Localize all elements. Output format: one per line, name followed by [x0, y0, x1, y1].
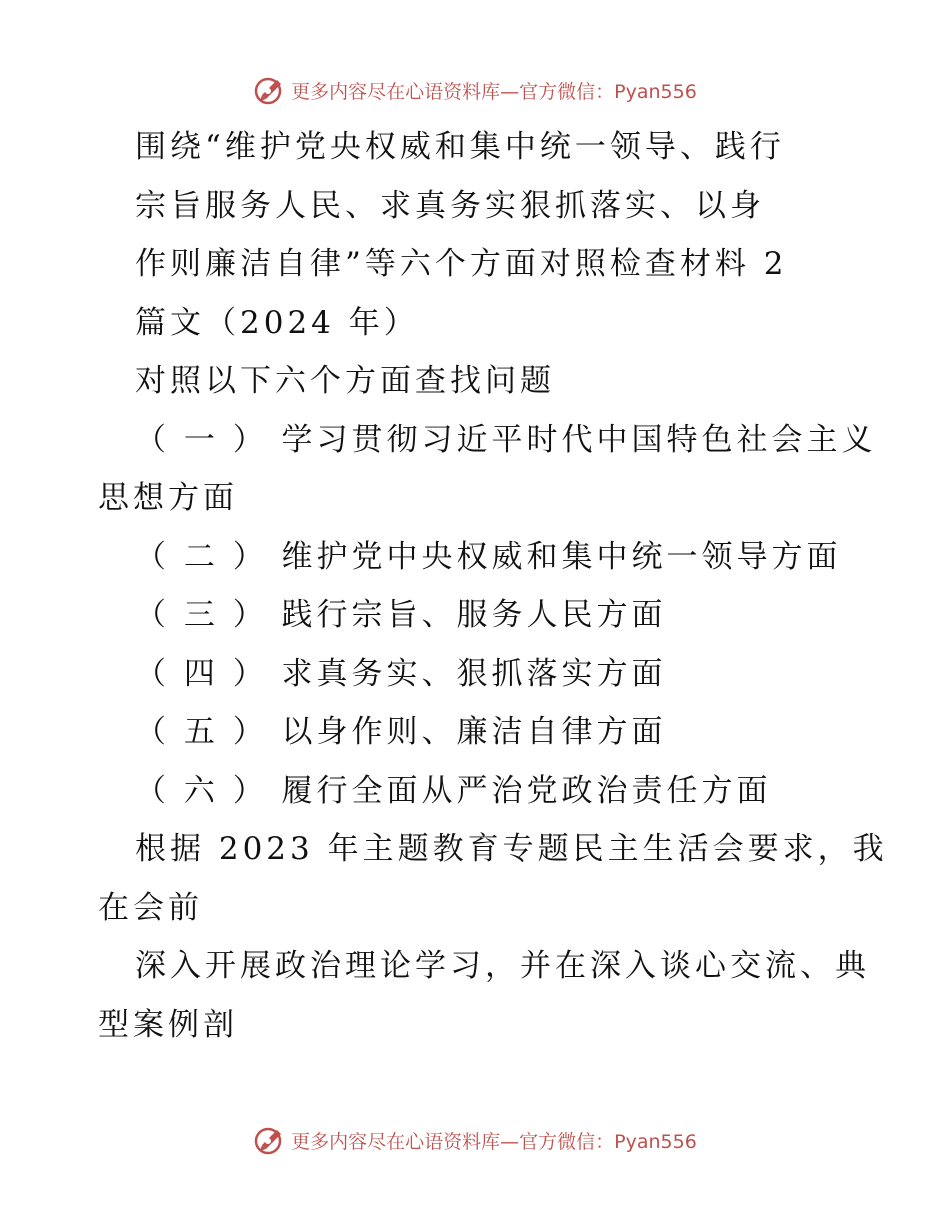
pen-logo-icon: [253, 73, 287, 107]
title-line-2: 宗旨服务人民、求真务实狠抓落实、以身: [135, 187, 765, 224]
watermark-text: 更多内容尽在心语资料库—官方微信：Pyan556: [291, 80, 697, 103]
paragraph-line-2: 在会前: [98, 889, 203, 926]
list-item-6: （ 六 ） 履行全面从严治党政治责任方面: [135, 772, 772, 809]
list-item-2: （ 二 ） 维护党中央权威和集中统一领导方面: [135, 538, 842, 575]
paragraph-line-3: 深入开展政治理论学习，并在深入谈心交流、典: [135, 948, 870, 984]
list-item-3: （ 三 ） 践行宗旨、服务人民方面: [135, 597, 667, 633]
paragraph-line-4: 型案例剖: [98, 1006, 238, 1043]
paragraph-line-1: 根据 2023 年主题教育专题民主生活会要求，我: [135, 831, 888, 867]
watermark-text: 更多内容尽在心语资料库—官方微信：Pyan556: [291, 1130, 697, 1153]
title-line-1: 围绕“维护党央权威和集中统一领导、践行: [135, 129, 785, 165]
section-heading: 对照以下六个方面查找问题: [135, 363, 555, 399]
list-item-5: （ 五 ） 以身作则、廉洁自律方面: [135, 714, 667, 750]
title-line-4: 篇文（2024 年）: [135, 304, 419, 341]
document-body: [98, 118, 888, 1054]
title-line-3: 作则廉洁自律”等六个方面对照检查材料 2: [135, 246, 788, 282]
pen-logo-icon: [253, 1123, 287, 1157]
list-item-4: （ 四 ） 求真务实、狠抓落实方面: [135, 655, 667, 692]
footer-watermark: [0, 1120, 950, 1160]
list-item-1: （ 一 ） 学习贯彻习近平时代中国特色社会主义: [135, 421, 877, 458]
header-watermark: [0, 70, 950, 110]
list-item-1-cont: 思想方面: [98, 480, 238, 516]
